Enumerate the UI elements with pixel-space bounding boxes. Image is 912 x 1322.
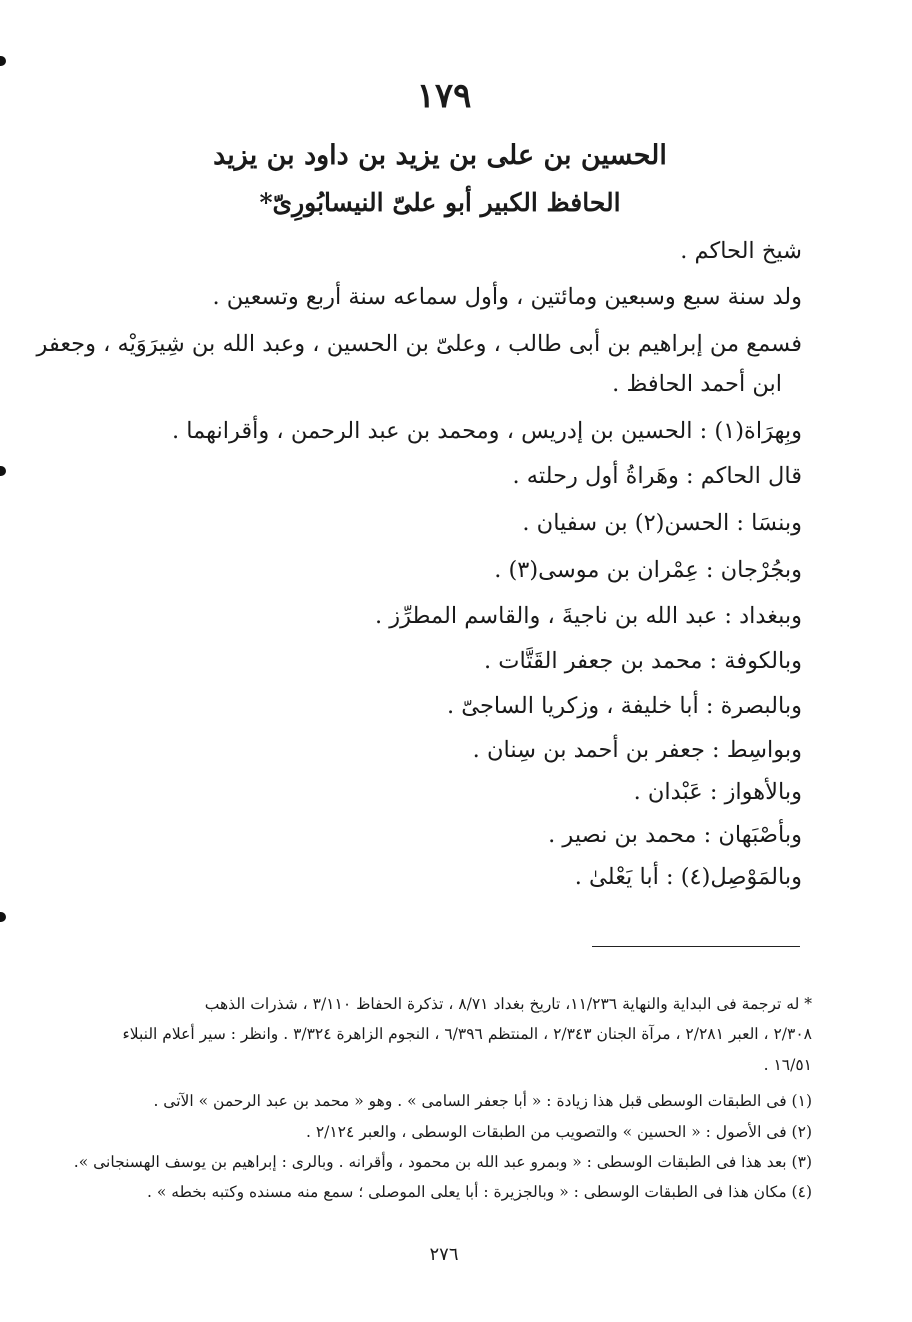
body-line: وبالكوفة : محمد بن جعفر القَتَّات . xyxy=(483,648,802,674)
footnote-line: ١٦/٥١ . xyxy=(763,1056,812,1074)
entry-number: ١٧٩ xyxy=(416,76,472,116)
entry-title-epithet: الحافظ الكبير أبو علىّ النيسابُورِىّ* xyxy=(259,188,621,217)
footnote-line: ٢/٣٠٨ ، العبر ٢/٢٨١ ، مرآة الجنان ٢/٣٤٣ ، المنتظم ٦/٣٩٦ ، النجوم الزاهرة ٣/٣٢٤ . وانظر : سير أعلام النبلاء xyxy=(122,1025,812,1043)
page-number: ٢٧٦ xyxy=(429,1244,459,1265)
body-line: وبنسَا : الحسن(٢) بن سفيان . xyxy=(522,510,802,536)
footnote-line: (٤) مكان هذا فى الطبقات الوسطى : « وبالجزيرة : أبا يعلى الموصلى ؛ سمع منه مسنده وكتبه بخطه » . xyxy=(147,1183,812,1201)
footnote-separator xyxy=(592,946,800,947)
body-line: وبالبصرة : أبا خليفة ، وزكريا الساجىّ . xyxy=(446,693,802,719)
body-line: ولد سنة سبع وسبعين ومائتين ، وأول سماعه سنة أربع وتسعين . xyxy=(212,284,802,310)
body-line: فسمع من إبراهيم بن أبى طالب ، وعلىّ بن الحسين ، وعبد الله بن شِيرَوَيْه ، وجعفر xyxy=(36,331,802,357)
scan-edge-mark xyxy=(0,912,6,922)
body-line: شيخ الحاكم . xyxy=(680,238,802,264)
footnote-line: * له ترجمة فى البداية والنهاية ١١/٢٣٦، تاريخ بغداد ٨/٧١ ، تذكرة الحفاظ ٣/١١٠ ، شذرات الذهب xyxy=(204,995,812,1013)
body-line: وبجُرْجان : عِمْران بن موسى(٣) . xyxy=(494,557,802,583)
body-line: ابن أحمد الحافظ . xyxy=(612,371,782,397)
body-line: وببغداد : عبد الله بن ناجيةَ ، والقاسم المطرِّز . xyxy=(374,603,802,629)
footnote-line: (٣) بعد هذا فى الطبقات الوسطى : « وبمرو عبد الله بن محمود ، وأقرانه . وبالرى : إبراهيم بن يوسف الهسنجانى ». xyxy=(73,1153,812,1171)
footnote-line: (٢) فى الأصول : « الحسين » والتصويب من الطبقات الوسطى ، والعبر ٢/١٢٤ . xyxy=(305,1123,812,1141)
scan-edge-mark xyxy=(0,466,6,476)
entry-title-name: الحسين بن على بن يزيد بن داود بن يزيد xyxy=(213,140,667,171)
body-line: وبأصْبَهان : محمد بن نصير . xyxy=(548,822,802,848)
body-line: قال الحاكم : وهَراةُ أول رحلته . xyxy=(512,463,802,489)
body-line: وبواسِط : جعفر بن أحمد بن سِنان . xyxy=(472,737,802,763)
body-line: وبالأهواز : عَبْدان . xyxy=(633,779,802,805)
footnote-line: (١) فى الطبقات الوسطى قبل هذا زيادة : « أبا جعفر السامى » . وهو « محمد بن عبد الرحمن » الآتى . xyxy=(153,1092,812,1110)
body-line: وبِهرَاة(١) : الحسين بن إدريس ، ومحمد بن عبد الرحمن ، وأقرانهما . xyxy=(171,418,802,444)
body-line: وبالمَوْصِل(٤) : أبا يَعْلىٰ . xyxy=(574,864,802,890)
scan-edge-mark xyxy=(0,56,6,66)
